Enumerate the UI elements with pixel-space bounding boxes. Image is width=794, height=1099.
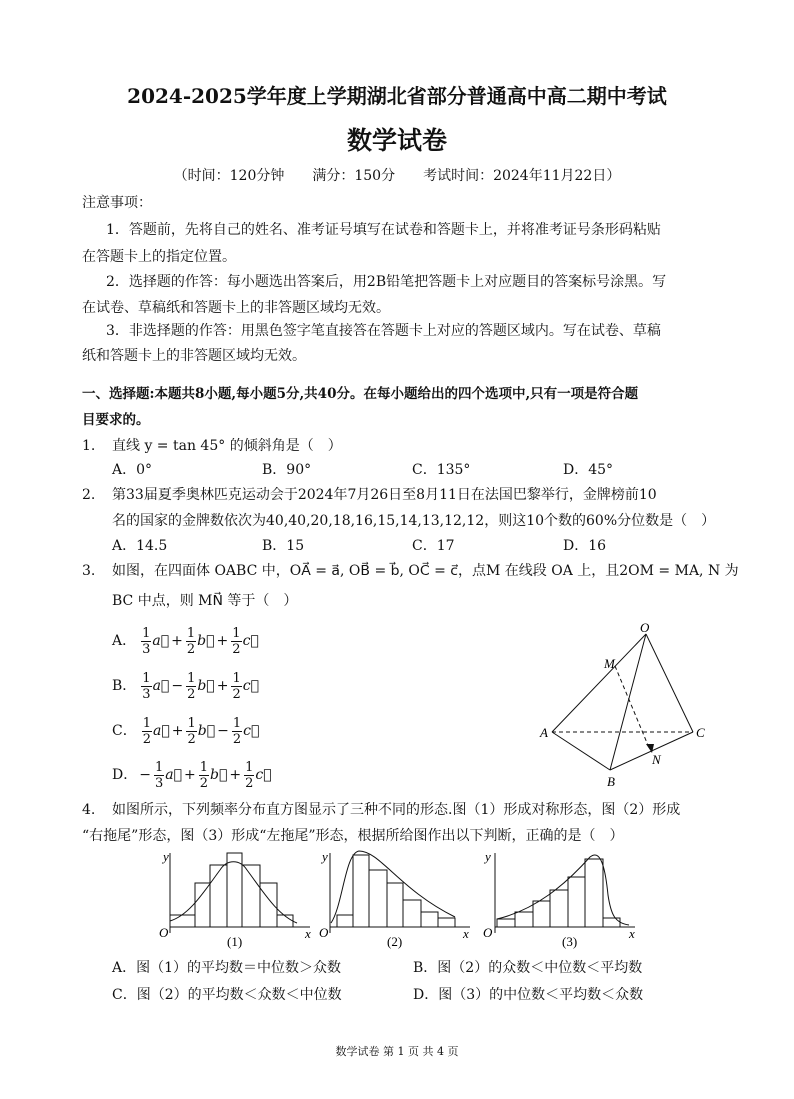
q1-option-c: C．135° xyxy=(412,462,471,478)
vector: b⃗ xyxy=(197,678,215,694)
y-axis-label: y xyxy=(163,849,169,864)
exam-info: （时间：120分钟 满分：150分 考试时间：2024年11月22日） xyxy=(173,168,621,184)
label-n: N xyxy=(652,752,661,767)
label-c: C xyxy=(696,725,705,740)
label-o: O xyxy=(640,620,650,635)
histogram-figures xyxy=(145,845,675,950)
sign: − xyxy=(171,678,184,694)
fraction xyxy=(199,760,209,791)
option-label: D． xyxy=(112,767,138,783)
origin-label: O xyxy=(319,925,329,940)
fraction xyxy=(141,626,151,657)
fraction xyxy=(231,626,241,657)
q1-option-d: D．45° xyxy=(563,462,614,478)
vector: a⃗ xyxy=(165,767,182,783)
q4-number: 4. xyxy=(82,802,96,818)
q3-option-d xyxy=(112,758,272,792)
q4-option-d: D．图（3）的中位数＜平均数＜众数 xyxy=(413,987,644,1003)
exam-title: 2024-2025学年度上学期湖北省部分普通高中高二期中考试 xyxy=(127,84,667,108)
denominator: 3 xyxy=(142,641,151,657)
option-label: B． xyxy=(112,678,137,694)
numerator: 1 xyxy=(142,715,151,731)
q2-option-b: B．15 xyxy=(262,538,305,554)
denominator: 2 xyxy=(142,731,151,747)
histogram-2 xyxy=(330,851,470,933)
y-axis-label: y xyxy=(485,849,491,864)
q4-option-a: A．图（1）的平均数＝中位数＞众数 xyxy=(112,960,342,976)
vector: a⃗ xyxy=(153,723,170,739)
q2-option-d: D．16 xyxy=(563,538,607,554)
origin-label: O xyxy=(159,925,169,940)
section-heading: 一、选择题:本题共8小题,每小题5分,共40分。在每小题给出的四个选项中,只有一项是符合题 xyxy=(82,386,639,402)
notice-line: 3．非选择题的作答：用黑色签字笔直接答在答题卡上对应的答题区域内。写在试卷、草稿 xyxy=(106,323,661,339)
q2-number: 2. xyxy=(82,487,96,503)
sign: − xyxy=(217,723,229,739)
notice-line: 1．答题前，先将自己的姓名、准考证号填写在试卷和答题卡上，并将准考证号条形码粘贴 xyxy=(106,222,661,238)
q3-text: BC 中点，则 MN⃗ 等于（ ） xyxy=(112,593,298,609)
notice-line: 纸和答题卡上的非答题区域均无效。 xyxy=(82,348,306,364)
x-axis-label: x xyxy=(463,926,469,941)
sign: + xyxy=(171,633,183,649)
q2-option-c: C．17 xyxy=(412,538,455,554)
fraction xyxy=(154,760,164,791)
denominator: 2 xyxy=(245,775,254,791)
q2-text: 第33届夏季奥林匹克运动会于2024年7月26日至8月11日在法国巴黎举行，金牌榜前10 xyxy=(112,487,657,503)
denominator: 2 xyxy=(187,731,196,747)
sign: + xyxy=(229,767,242,783)
sign: + xyxy=(216,633,229,649)
x-axis-label: x xyxy=(629,926,635,941)
vector: b⃗ xyxy=(210,767,228,783)
sign: − xyxy=(139,767,151,783)
numerator: 1 xyxy=(232,625,241,641)
numerator: 1 xyxy=(187,715,196,731)
fraction xyxy=(232,716,242,747)
denominator: 2 xyxy=(186,641,196,657)
edge-ob xyxy=(610,634,646,770)
vector: c⃗ xyxy=(242,678,259,694)
denominator: 2 xyxy=(232,641,241,657)
origin-label: O xyxy=(483,925,493,940)
notice-line: 2．选择题的作答：每小题选出答案后，用2B铅笔把答题卡上对应题目的答案标号涂黑。写 xyxy=(106,274,667,290)
page-footer: 数学试卷 第 1 页 共 4 页 xyxy=(335,1045,459,1058)
q2-text: 名的国家的金牌数依次为40,40,20,18,16,15,14,13,12,12，则这10个数的60%分位数是（ ） xyxy=(112,513,716,529)
denominator: 2 xyxy=(232,731,242,747)
fraction xyxy=(141,671,151,702)
label-m: M xyxy=(604,656,615,671)
fraction xyxy=(186,626,196,657)
q2-option-a: A．14.5 xyxy=(112,538,168,554)
edge-oc xyxy=(646,634,693,732)
label-a: A xyxy=(540,725,548,740)
q3-number: 3. xyxy=(82,563,96,579)
vector: c⃗ xyxy=(255,767,272,783)
vector: c⃗ xyxy=(243,723,260,739)
edge-ab xyxy=(552,732,610,770)
fraction xyxy=(244,760,254,791)
q4-option-c: C．图（2）的平均数＜众数＜中位数 xyxy=(112,987,342,1003)
q1-number: 1. xyxy=(82,438,96,454)
x-axis-label: x xyxy=(305,926,311,941)
denominator: 2 xyxy=(199,775,209,791)
numerator: 1 xyxy=(245,759,254,775)
fraction xyxy=(186,716,196,747)
vector: b⃗ xyxy=(197,723,216,739)
vector: b⃗ xyxy=(197,633,215,649)
q1-option-a: A．0° xyxy=(112,462,153,478)
q3-text: 如图，在四面体 OABC 中，OA⃗ = a⃗, OB⃗ = b⃗, OC⃗ = c⃗，点M 在线段 OA 上，且2OM = MA, N 为 xyxy=(112,563,739,579)
q1-text: 直线 y = tan 45° 的倾斜角是（ ） xyxy=(112,438,342,454)
notice-line: 在答题卡上的指定位置。 xyxy=(82,249,236,265)
y-axis-label: y xyxy=(322,849,328,864)
denominator: 3 xyxy=(142,686,151,702)
exam-subtitle: 数学试卷 xyxy=(346,126,447,155)
fraction xyxy=(186,671,196,702)
denominator: 3 xyxy=(154,775,164,791)
q4-text: 如图所示，下列频率分布直方图显示了三种不同的形态.图（1）形成对称形态，图（2）形成 xyxy=(112,802,681,818)
vector: c⃗ xyxy=(242,633,259,649)
histogram-3 xyxy=(495,853,635,933)
numerator: 1 xyxy=(199,759,209,775)
notice-line: 在试卷、草稿纸和答题卡上的非答题区域均无效。 xyxy=(82,300,390,316)
option-label: C． xyxy=(112,723,137,739)
numerator: 1 xyxy=(142,625,151,641)
numerator: 1 xyxy=(142,670,151,686)
q3-option-b xyxy=(112,669,259,703)
sign: + xyxy=(216,678,229,694)
numerator: 1 xyxy=(154,759,164,775)
vector: a⃗ xyxy=(152,633,170,649)
denominator: 2 xyxy=(232,686,241,702)
tetrahedron-figure xyxy=(530,620,720,790)
sign: + xyxy=(184,767,196,783)
numerator: 1 xyxy=(232,715,242,731)
section-heading: 目要求的。 xyxy=(82,412,150,428)
fraction xyxy=(231,671,241,702)
label-b: B xyxy=(607,774,615,789)
fraction xyxy=(142,716,152,747)
option-label: A． xyxy=(112,633,137,649)
chart-caption: (1) xyxy=(227,934,243,949)
chart-caption: (2) xyxy=(387,934,403,949)
sign: + xyxy=(171,723,184,739)
vector-mn xyxy=(615,666,650,750)
denominator: 2 xyxy=(187,686,196,702)
numerator: 1 xyxy=(186,625,196,641)
histogram-1 xyxy=(170,853,310,933)
q4-text: “右拖尾”形态，图（3）形成“左拖尾”形态，根据所给图作出以下判断，正确的是（ ） xyxy=(82,828,624,844)
notice-heading: 注意事项： xyxy=(82,195,152,211)
q1-option-b: B．90° xyxy=(262,462,312,478)
q3-option-c xyxy=(112,714,259,748)
density-curve xyxy=(170,862,297,923)
q3-option-a xyxy=(112,624,259,658)
vector: a⃗ xyxy=(152,678,170,694)
numerator: 1 xyxy=(187,670,196,686)
chart-caption: (3) xyxy=(562,934,578,949)
edge-oa xyxy=(552,634,646,732)
q4-option-b: B．图（2）的众数＜中位数＜平均数 xyxy=(413,960,643,976)
numerator: 1 xyxy=(232,670,241,686)
